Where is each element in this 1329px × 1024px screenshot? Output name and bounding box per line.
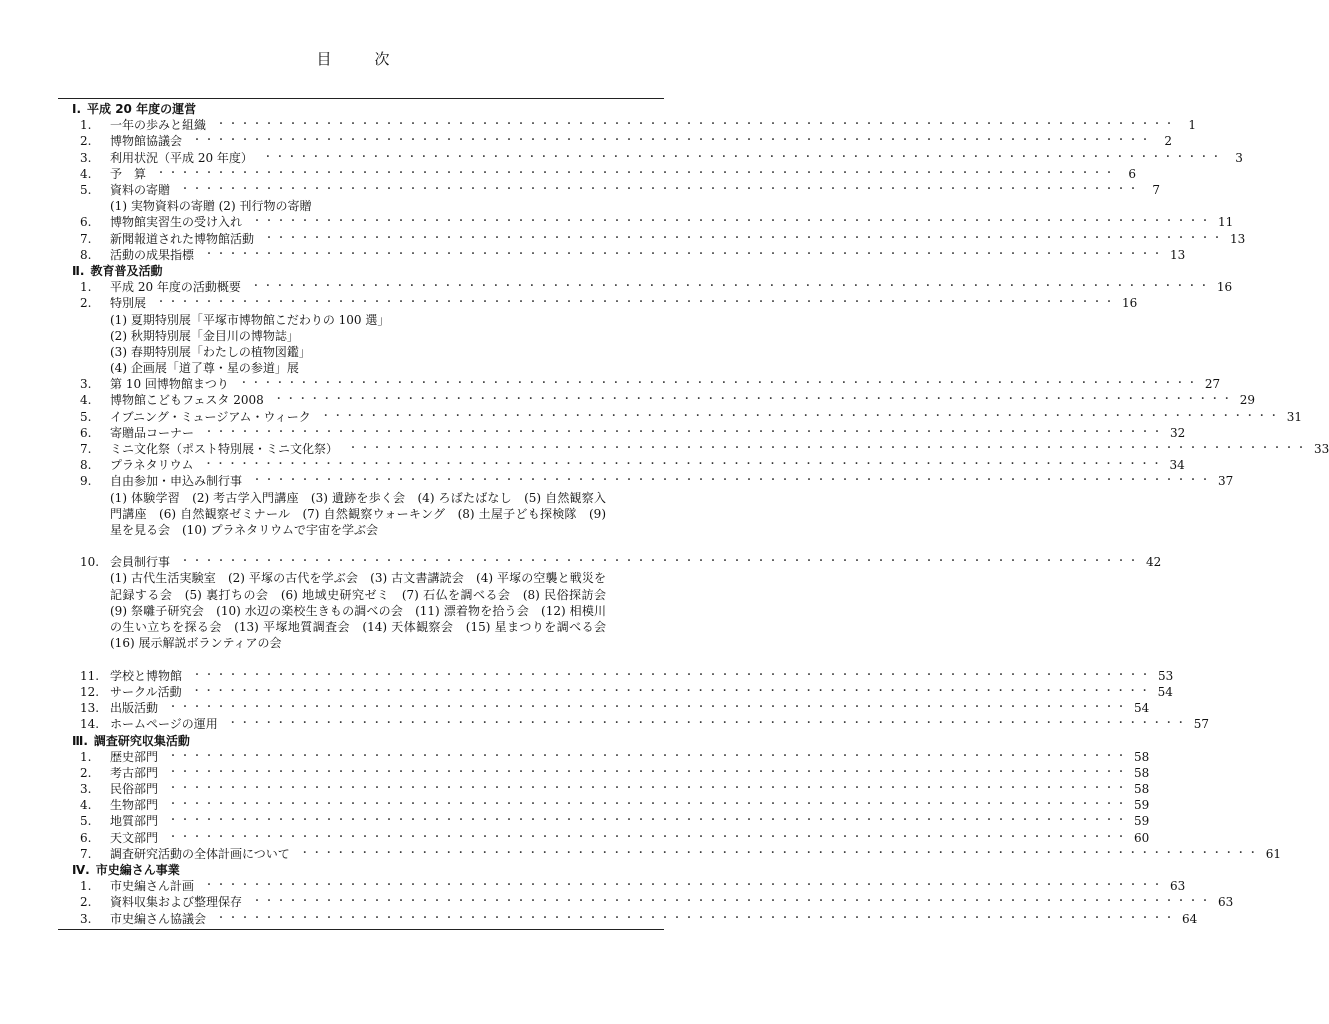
toc-entry-title: 寄贈品コーナー [110, 425, 195, 440]
toc-entry-page: 42 [1146, 555, 1162, 570]
leader-dots: ・・・・・・・・・・・・・・・・・・・・・・・・・・・・・・・・・・・・・・・・・・・・・・・・・・・・・・・・・・・・・・・・・・・・・・・・・・・・・・・・ [204, 426, 1165, 438]
toc-entry-title: ホームページの運用 [110, 717, 218, 732]
toc-entry-title: 平成 20 年度の運営 [87, 102, 197, 117]
toc-entry-page: 34 [1169, 458, 1185, 473]
toc-entry-title: (2) 秋期特別展「金目川の博物誌」 [110, 328, 299, 343]
leader-dots: ・・・・・・・・・・・・・・・・・・・・・・・・・・・・・・・・・・・・・・・・・・・・・・・・・・・・・・・・・・・・・・・・・・・・・・・・・・・・・・・・ [156, 167, 1117, 179]
leader-dots: ・・・・・・・・・・・・・・・・・・・・・・・・・・・・・・・・・・・・・・・・・・・・・・・・・・・・・・・・・・・・・・・・・・・・・・・・・・・・・・・・ [204, 880, 1165, 892]
toc-entry-page: 1 [1188, 118, 1197, 133]
toc-entry-title: 考古部門 [110, 765, 159, 780]
toc-entry-title: 予 算 [110, 166, 147, 181]
toc-section-heading [58, 732, 664, 748]
toc-entry[interactable] [58, 716, 1210, 732]
toc-entry-number: 3. [80, 377, 92, 392]
toc-entry-page: 37 [1218, 474, 1234, 489]
toc-entry-number: 3. [80, 782, 92, 797]
leader-dots: ・・・・・・・・・・・・・・・・・・・・・・・・・・・・・・・・・・・・・・・・・・・・・・・・・・・・・・・・・・・・・・・・・・・・・・・・・・・・・・・・ [252, 216, 1213, 228]
toc-entry[interactable] [58, 295, 1138, 311]
toc-entry-title: 会員制行事 [110, 555, 171, 570]
toc-entry[interactable] [58, 425, 1186, 441]
toc-entry-title: (1) 実物資料の寄贈 (2) 刊行物の寄贈 [110, 199, 312, 214]
toc-entry-number: Ⅰ. [72, 102, 82, 117]
toc-entry-number: 2. [80, 296, 92, 311]
toc-entry-number: 7. [80, 846, 92, 861]
toc-entry[interactable] [58, 231, 1246, 247]
toc-entry-page: 60 [1134, 830, 1150, 845]
toc-entry-page: 59 [1134, 798, 1150, 813]
toc-entry[interactable] [58, 117, 1197, 133]
toc-entry-title: 資料の寄贈 [110, 183, 171, 198]
toc-entry[interactable] [58, 441, 1329, 457]
toc-section-heading [58, 101, 664, 117]
toc-entry-number: 6. [80, 425, 92, 440]
toc-entry[interactable] [58, 279, 1233, 295]
toc-entry-number: 8. [80, 247, 92, 262]
leader-dots: ・・・・・・・・・・・・・・・・・・・・・・・・・・・・・・・・・・・・・・・・・・・・・・・・・・・・・・・・・・・・・・・・・・・・・・・・・・・・・・・・ [203, 459, 1164, 471]
leader-dots: ・・・・・・・・・・・・・・・・・・・・・・・・・・・・・・・・・・・・・・・・・・・・・・・・・・・・・・・・・・・・・・・・・・・・・・・・・・・・・・・・ [299, 847, 1260, 859]
toc-entry[interactable] [58, 700, 1150, 716]
toc-entry-number: 1. [80, 118, 92, 133]
toc-entry-page: 61 [1265, 846, 1282, 861]
toc-entry-title: 一年の歩みと組織 [110, 118, 207, 133]
toc-entry[interactable] [58, 150, 1243, 166]
toc-entry-page: 63 [1218, 895, 1234, 910]
toc-entry-number: 1. [80, 280, 92, 295]
toc-entry-number: 6. [80, 830, 92, 845]
toc-entry[interactable] [58, 765, 1150, 781]
toc-entry[interactable] [58, 247, 1186, 263]
table-of-contents [58, 101, 1329, 927]
toc-entry-page: 13 [1170, 247, 1186, 262]
toc-subitem [58, 198, 664, 214]
toc-entry-number: 5. [80, 814, 92, 829]
toc-entry-title: 資料収集および整理保存 [110, 895, 243, 910]
toc-entry[interactable] [58, 878, 1186, 894]
toc-entry-title: 市史編さん計画 [110, 879, 195, 894]
toc-entry-page: 58 [1134, 749, 1150, 764]
toc-entry-page: 58 [1134, 782, 1150, 797]
toc-entry-number: 8. [80, 458, 92, 473]
leader-dots: ・・・・・・・・・・・・・・・・・・・・・・・・・・・・・・・・・・・・・・・・・・・・・・・・・・・・・・・・・・・・・・・・・・・・・・・・・・・・・・・・ [168, 799, 1129, 811]
toc-entry-page: 32 [1170, 425, 1186, 440]
toc-entry-number: 4. [80, 393, 92, 408]
toc-entry-page: 54 [1157, 684, 1173, 699]
toc-entry-page: 31 [1286, 409, 1303, 424]
toc-entry-page: 33 [1314, 442, 1329, 457]
toc-entry-number: Ⅱ. [72, 263, 85, 278]
leader-dots: ・・・・・・・・・・・・・・・・・・・・・・・・・・・・・・・・・・・・・・・・・・・・・・・・・・・・・・・・・・・・・・・・・・・・・・・・・・・・・・・・ [264, 232, 1225, 244]
toc-entry-page: 64 [1182, 911, 1198, 926]
toc-entry[interactable] [58, 846, 1282, 862]
toc-entry[interactable] [58, 684, 1173, 700]
toc-entry[interactable] [58, 797, 1150, 813]
toc-entry[interactable] [58, 392, 1256, 408]
toc-entry[interactable] [58, 813, 1150, 829]
toc-entry-title: 市史編さん事業 [95, 863, 180, 878]
toc-entry-title: 出版活動 [110, 701, 159, 716]
toc-entry-title: プラネタリウム [110, 458, 194, 473]
leader-dots: ・・・・・・・・・・・・・・・・・・・・・・・・・・・・・・・・・・・・・・・・・・・・・・・・・・・・・・・・・・・・・・・・・・・・・・・・・・・・・・・・ [180, 184, 1141, 196]
toc-entry[interactable] [58, 894, 1234, 910]
leader-dots: ・・・・・・・・・・・・・・・・・・・・・・・・・・・・・・・・・・・・・・・・・・・・・・・・・・・・・・・・・・・・・・・・・・・・・・・・・・・・・・・・ [168, 702, 1129, 714]
leader-dots: ・・・・・・・・・・・・・・・・・・・・・・・・・・・・・・・・・・・・・・・・・・・・・・・・・・・・・・・・・・・・・・・・・・・・・・・・・・・・・・・・ [192, 669, 1153, 681]
toc-entry-number: 10. [80, 555, 100, 570]
leader-dots: ・・・・・・・・・・・・・・・・・・・・・・・・・・・・・・・・・・・・・・・・・・・・・・・・・・・・・・・・・・・・・・・・・・・・・・・・・・・・・・・・ [168, 750, 1129, 762]
toc-entry-page: 57 [1193, 717, 1210, 732]
leader-dots: ・・・・・・・・・・・・・・・・・・・・・・・・・・・・・・・・・・・・・・・・・・・・・・・・・・・・・・・・・・・・・・・・・・・・・・・・・・・・・・・・ [204, 248, 1165, 260]
toc-entry[interactable] [58, 133, 1173, 149]
leader-dots: ・・・・・・・・・・・・・・・・・・・・・・・・・・・・・・・・・・・・・・・・・・・・・・・・・・・・・・・・・・・・・・・・・・・・・・・・・・・・・・・・ [191, 685, 1152, 697]
toc-entry-title: 地質部門 [110, 814, 159, 829]
toc-entry-page: 13 [1230, 231, 1246, 246]
toc-entry-title: 調査研究収集活動 [93, 733, 190, 748]
toc-entry-page: 16 [1216, 280, 1233, 295]
toc-entry-number: 3. [80, 150, 92, 165]
toc-entry[interactable] [58, 214, 1234, 230]
toc-entry-number: 7. [80, 231, 92, 246]
toc-entry-title: 学校と博物館 [110, 668, 183, 683]
toc-entry-page: 59 [1134, 814, 1150, 829]
toc-entry-number: 14. [80, 717, 100, 732]
toc-entry[interactable] [58, 668, 1174, 684]
leader-dots: ・・・・・・・・・・・・・・・・・・・・・・・・・・・・・・・・・・・・・・・・・・・・・・・・・・・・・・・・・・・・・・・・・・・・・・・・・・・・・・・・ [250, 281, 1211, 293]
leader-dots: ・・・・・・・・・・・・・・・・・・・・・・・・・・・・・・・・・・・・・・・・・・・・・・・・・・・・・・・・・・・・・・・・・・・・・・・・・・・・・・・・ [168, 783, 1129, 795]
leader-dots: ・・・・・・・・・・・・・・・・・・・・・・・・・・・・・・・・・・・・・・・・・・・・・・・・・・・・・・・・・・・・・・・・・・・・・・・・・・・・・・・・ [216, 119, 1177, 131]
toc-entry-title: (4) 企画展「道了尊・星の参道」展 [110, 361, 299, 376]
leader-dots: ・・・・・・・・・・・・・・・・・・・・・・・・・・・・・・・・・・・・・・・・・・・・・・・・・・・・・・・・・・・・・・・・・・・・・・・・・・・・・・・・ [168, 831, 1129, 843]
leader-dots: ・・・・・・・・・・・・・・・・・・・・・・・・・・・・・・・・・・・・・・・・・・・・・・・・・・・・・・・・・・・・・・・・・・・・・・・・・・・・・・・・ [168, 815, 1129, 827]
toc-entry-number: 5. [80, 409, 92, 424]
toc-entry-title: 市史編さん協議会 [110, 911, 207, 926]
toc-subitem [58, 360, 664, 376]
toc-subitem [58, 344, 664, 360]
toc-entry-title: 博物館こどもフェスタ 2008 [110, 393, 264, 408]
toc-entry[interactable] [58, 554, 1162, 570]
leader-dots: ・・・・・・・・・・・・・・・・・・・・・・・・・・・・・・・・・・・・・・・・・・・・・・・・・・・・・・・・・・・・・・・・・・・・・・・・・・・・・・・・ [168, 766, 1129, 778]
toc-entry[interactable] [58, 749, 1150, 765]
toc-entry-number: 4. [80, 798, 92, 813]
leader-dots: ・・・・・・・・・・・・・・・・・・・・・・・・・・・・・・・・・・・・・・・・・・・・・・・・・・・・・・・・・・・・・・・・・・・・・・・・・・・・・・・・ [216, 912, 1177, 924]
toc-entry-title: 特別展 [110, 296, 147, 311]
toc-entry-number: 4. [80, 166, 92, 181]
toc-entry-number: 11. [80, 668, 100, 683]
toc-entry-number: 7. [80, 442, 92, 457]
toc-entry-number: 1. [80, 879, 92, 894]
toc-entry-number: 5. [80, 183, 92, 198]
toc-entry-title: イブニング・ミュージアム・ウィーク [110, 409, 311, 424]
toc-entry-number: 2. [80, 765, 92, 780]
leader-dots: ・・・・・・・・・・・・・・・・・・・・・・・・・・・・・・・・・・・・・・・・・・・・・・・・・・・・・・・・・・・・・・・・・・・・・・・・・・・・・・・・ [227, 718, 1188, 730]
toc-entry-number: 12. [80, 684, 100, 699]
toc-entry-number: Ⅳ. [72, 863, 90, 878]
bottom-rule [58, 929, 664, 930]
leader-dots: ・・・・・・・・・・・・・・・・・・・・・・・・・・・・・・・・・・・・・・・・・・・・・・・・・・・・・・・・・・・・・・・・・・・・・・・・・・・・・・・・ [252, 475, 1213, 487]
toc-entry-title: サークル活動 [110, 684, 182, 699]
toc-entry[interactable] [58, 182, 1161, 198]
toc-entry-title: (3) 春期特別展「わたしの植物図鑑」 [110, 344, 311, 359]
leader-dots: ・・・・・・・・・・・・・・・・・・・・・・・・・・・・・・・・・・・・・・・・・・・・・・・・・・・・・・・・・・・・・・・・・・・・・・・・・・・・・・・・ [320, 410, 1281, 422]
toc-entry-page: 29 [1239, 393, 1256, 408]
toc-entry-page: 53 [1158, 668, 1174, 683]
toc-entry-title: (1) 夏期特別展「平塚市博物館こだわりの 100 選」 [110, 312, 390, 327]
toc-entry-page: 16 [1122, 296, 1138, 311]
toc-entry-title: 第 10 回博物館まつり [110, 377, 229, 392]
toc-entry-title: 博物館協議会 [110, 134, 183, 149]
toc-entry-title: 博物館実習生の受け入れ [110, 215, 243, 230]
toc-entry-title: 利用状況（平成 20 年度） [110, 150, 253, 165]
toc-entry[interactable] [58, 473, 1234, 489]
toc-entry-title: 民俗部門 [110, 782, 159, 797]
leader-dots: ・・・・・・・・・・・・・・・・・・・・・・・・・・・・・・・・・・・・・・・・・・・・・・・・・・・・・・・・・・・・・・・・・・・・・・・・・・・・・・・・ [156, 297, 1117, 309]
leader-dots: ・・・・・・・・・・・・・・・・・・・・・・・・・・・・・・・・・・・・・・・・・・・・・・・・・・・・・・・・・・・・・・・・・・・・・・・・・・・・・・・・ [348, 443, 1309, 455]
toc-entry-title: 天文部門 [110, 830, 159, 845]
toc-entry-page: 3 [1235, 150, 1243, 165]
leader-dots: ・・・・・・・・・・・・・・・・・・・・・・・・・・・・・・・・・・・・・・・・・・・・・・・・・・・・・・・・・・・・・・・・・・・・・・・・・・・・・・・・ [180, 556, 1141, 568]
page-title: 目 次 [316, 50, 404, 68]
leader-dots: ・・・・・・・・・・・・・・・・・・・・・・・・・・・・・・・・・・・・・・・・・・・・・・・・・・・・・・・・・・・・・・・・・・・・・・・・・・・・・・・・ [262, 151, 1223, 163]
toc-entry[interactable] [58, 457, 1185, 473]
toc-entry[interactable] [58, 781, 1150, 797]
toc-entry-number: 2. [80, 895, 92, 910]
toc-entry[interactable] [58, 376, 1221, 392]
leader-dots: ・・・・・・・・・・・・・・・・・・・・・・・・・・・・・・・・・・・・・・・・・・・・・・・・・・・・・・・・・・・・・・・・・・・・・・・・・・・・・・・・ [273, 394, 1234, 406]
toc-entry-title: 新聞報道された博物館活動 [110, 231, 255, 246]
leader-dots: ・・・・・・・・・・・・・・・・・・・・・・・・・・・・・・・・・・・・・・・・・・・・・・・・・・・・・・・・・・・・・・・・・・・・・・・・・・・・・・・・ [252, 896, 1213, 908]
toc-entry-page: 27 [1204, 377, 1221, 392]
toc-entry-title: 調査研究活動の全体計画について [110, 846, 290, 861]
leader-dots: ・・・・・・・・・・・・・・・・・・・・・・・・・・・・・・・・・・・・・・・・・・・・・・・・・・・・・・・・・・・・・・・・・・・・・・・・・・・・・・・・ [238, 378, 1199, 390]
top-rule [58, 98, 664, 99]
toc-entry-number: 6. [80, 215, 92, 230]
toc-entry-page: 11 [1218, 215, 1234, 230]
toc-entry-page: 63 [1170, 879, 1186, 894]
toc-subitem [58, 328, 664, 344]
toc-entry-title: 平成 20 年度の活動概要 [110, 280, 241, 295]
toc-section-heading [58, 862, 664, 878]
toc-entry-title: 歴史部門 [110, 749, 159, 764]
toc-entry-number: 9. [80, 474, 92, 489]
toc-subitems: (1) 体験学習 (2) 考古学入門講座 (3) 遺跡を歩く会 (4) ろばたばなし (5) 自然観察入門講座 (6) 自然観察ゼミナール (7) 自然観察ウォーキング (8) 土屋子ども探検隊 (9) 星を見る会 (10) プラネタリウムで宇宙を学ぶ会 [110, 490, 606, 537]
toc-section-heading [58, 263, 664, 279]
toc-subitem [58, 311, 664, 327]
toc-entry-number: 2. [80, 134, 92, 149]
toc-entry[interactable] [58, 830, 1150, 846]
leader-dots: ・・・・・・・・・・・・・・・・・・・・・・・・・・・・・・・・・・・・・・・・・・・・・・・・・・・・・・・・・・・・・・・・・・・・・・・・・・・・・・・・ [192, 135, 1153, 147]
toc-entry-title: 生物部門 [110, 798, 159, 813]
toc-entry-number: 13. [80, 701, 100, 716]
toc-entry[interactable] [58, 910, 1198, 926]
toc-entry[interactable] [58, 166, 1137, 182]
toc-entry-title: 教育普及活動 [90, 263, 163, 278]
toc-entry-title: 活動の成果指標 [110, 247, 195, 262]
toc-entry-title: 自由参加・申込み制行事 [110, 474, 243, 489]
toc-entry-page: 6 [1128, 166, 1137, 181]
toc-entry-page: 2 [1164, 134, 1173, 149]
toc-subitems: (1) 古代生活実験室 (2) 平塚の古代を学ぶ会 (3) 古文書講読会 (4) 平塚の空襲と戦災を記録する会 (5) 裏打ちの会 (6) 地域史研究ゼミ (7) 石仏を調べる会 (8) 民俗探訪会 (9) 祭囃子研究会 (10) 水辺の楽校生きもの調べの会 (11) 漂着物を拾う会 (12) 相模川の生い立ちを探る会 (13) 平塚地質調査会 (14) 天体観察会 (15) 星まつりを調べる会 (16) 展示解説ボランティアの会 [110, 571, 619, 651]
toc-entry[interactable] [58, 409, 1303, 425]
toc-entry-title: ミニ文化祭（ポスト特別展・ミニ文化祭） [110, 442, 339, 457]
toc-entry-number: 3. [80, 911, 92, 926]
toc-entry-page: 7 [1152, 183, 1161, 198]
toc-entry-page: 58 [1134, 765, 1150, 780]
toc-entry-page: 54 [1134, 701, 1150, 716]
toc-entry-number: Ⅲ. [72, 733, 88, 748]
toc-entry-number: 1. [80, 749, 92, 764]
